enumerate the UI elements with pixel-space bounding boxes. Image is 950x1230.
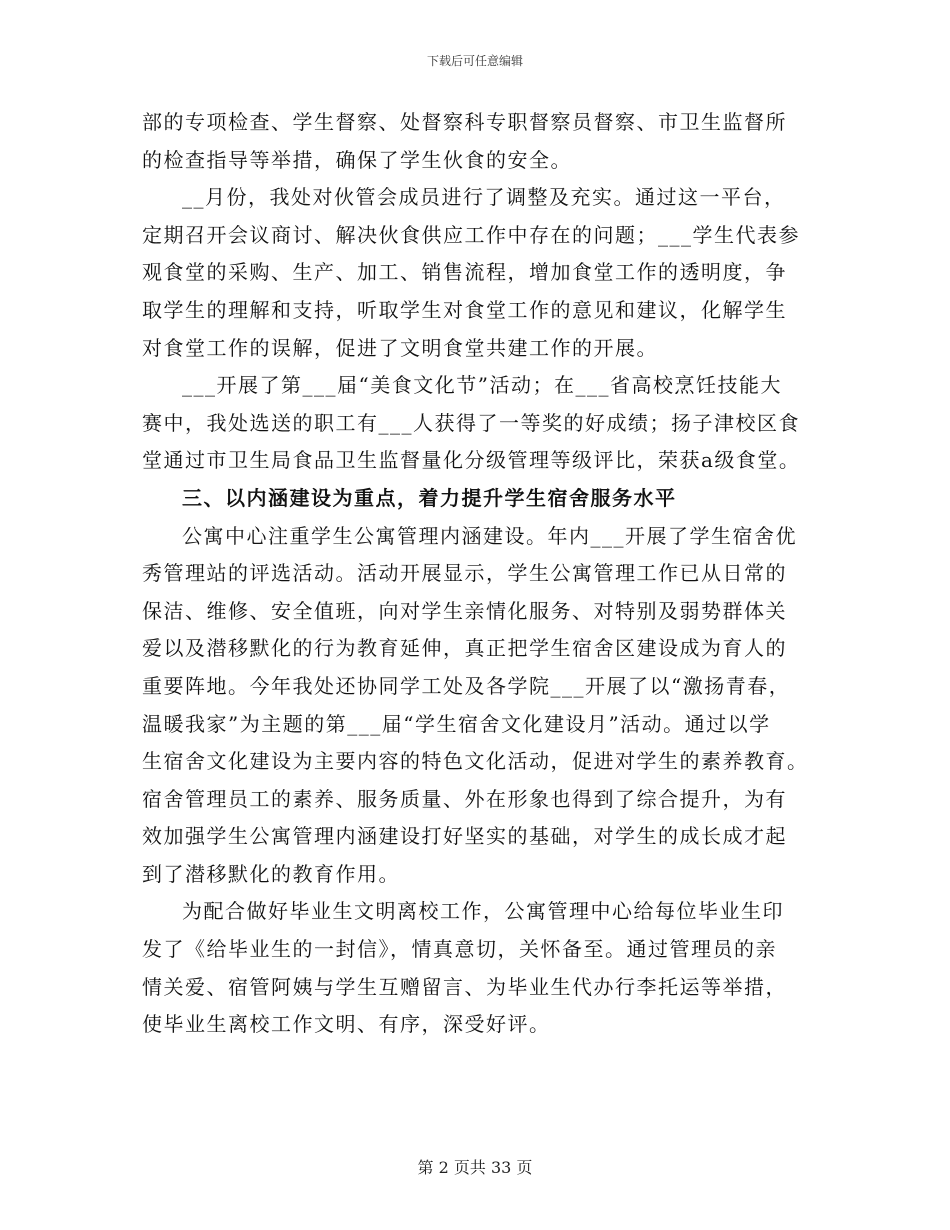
paragraph-food-festival: ___开展了第___届“美食文化节”活动；在___省高校烹饪技能大 赛中，我处选送的职工有___人获得了一等奖的好成绩；扬子津校区食 堂通过市卫生局食品卫生监督量化分级管理等级评比，荣获a级食堂。 [142, 373, 801, 473]
paragraph-dining-committee: __月份，我处对伙管会成员进行了调整及充实。通过这一平台， 定期召开会议商讨、解决伙食供应工作中存在的问题；___学生代表参 观食堂的采购、生产、加工、销售流程，增加食堂工作的透明度，争 取学生的理解和支持，听取学生对食堂工作的意见和建议，化解学生 对食堂工作的误解，促进了文明食堂共建工作的开展。 [142, 185, 800, 360]
paragraph-apartment-management: 公寓中心注重学生公寓管理内涵建设。年内___开展了学生宿舍优 秀管理站的评选活动。活动开展显示，学生公寓管理工作已从日常的 保洁、维修、安全值班，向对学生亲情化服务、对特别及弱势群体关 爱以及潜移默化的行为教育延伸，真正把学生宿舍区建设成为育人的 重要阵地。今年我处还协同学工处及各学院___开展了以“激扬青春， 温暖我家”为主题的第___届“学生宿舍文化建设月”活动。通过以学 生宿舍文化建设为主要内容的特色文化活动，促进对学生的素养教育。 宿舍管理员工的素养、服务质量、外在形象也得到了综合提升，为有 效加强学生公寓管理内涵建设打好坚实的基础，对学生的成长成才起 到了潜移默化的教育作用。 [142, 523, 809, 886]
paragraph-graduate-departure: 为配合做好毕业生文明离校工作，公寓管理中心给每位毕业生印 发了《给毕业生的一封信》，情真意切，关怀备至。通过管理员的亲 情关爱、宿管阿姨与学生互赠留言、为毕业生代办行李托运等举措， 使毕业生离校工作文明、有序，深受好评。 [142, 899, 787, 1037]
page-number: 第 2 页共 33 页 [417, 1158, 533, 1177]
paragraph-food-safety: 部的专项检查、学生督察、处督察科专职督察员督察、市卫生监督所 的检查指导等举措，确保了学生伙食的安全。 [142, 110, 787, 172]
document-body [142, 104, 810, 1044]
page-header: 下载后可任意编辑 [426, 54, 523, 68]
section-heading-dormitory: 三、以内涵建设为重点，着力提升学生宿舍服务水平 [182, 485, 677, 510]
